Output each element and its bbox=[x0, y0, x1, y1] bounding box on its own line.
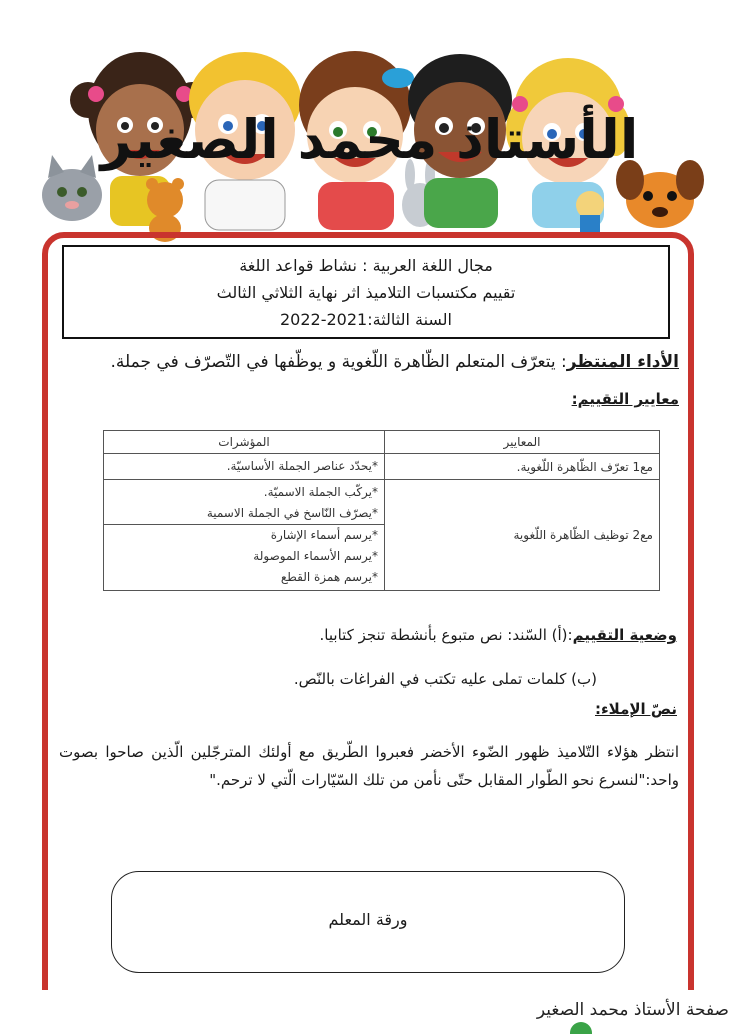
performance-text: : يتعرّف المتعلم الظّاهرة اللّغوية و يوظّفها في التّصرّف في جملة. bbox=[110, 352, 567, 372]
situation-label: وضعية التقييم bbox=[572, 626, 677, 644]
criterion-2: مع2 توظيف الظّاهرة اللّغوية bbox=[385, 480, 660, 591]
dictation-heading: نصّ الإملاء: bbox=[595, 700, 677, 718]
criteria-heading: معايير التقييم: bbox=[571, 390, 679, 408]
criteria-table bbox=[103, 430, 660, 591]
indicator-item: *يصرّف النّاسخ في الجملة الاسمية bbox=[104, 503, 384, 525]
indicator-item: *يرسم الأسماء الموصولة bbox=[253, 549, 378, 563]
table-row bbox=[104, 454, 660, 480]
situation-line-2: (ب) كلمات تملى عليه تكتب في الفراغات بالنّص. bbox=[293, 670, 597, 688]
indicators-2 bbox=[104, 480, 385, 591]
expected-performance bbox=[39, 352, 679, 372]
header-criteria: المعايير bbox=[385, 431, 660, 454]
criterion-1: مع1 تعرّف الظّاهرة اللّغوية. bbox=[385, 454, 660, 480]
info-box bbox=[62, 245, 670, 339]
indicator-item: *يرسم همزة القطع bbox=[280, 570, 378, 584]
table-header-row bbox=[104, 431, 660, 454]
doll-illustration bbox=[576, 191, 604, 235]
indicator-1: *يحدّد عناصر الجملة الأساسيّة. bbox=[104, 454, 385, 480]
performance-label: الأداء المنتظر bbox=[566, 352, 679, 372]
situation-line-1 bbox=[320, 626, 677, 644]
dictation-text: انتظر هؤلاء التّلاميذ ظهور الضّوء الأخضر فعبروا الطّريق مع أولئك المترجّلين الّذين صاحوا بصوت واحد:"لنسرع نحو الطّوار المقابل حتّى نأمن من تلك السّيّارات الّتي لا ترحم." bbox=[59, 743, 679, 789]
year-line: السنة الثالثة:2021-2022 bbox=[280, 310, 452, 329]
page-title: الأستاذ محمد الصغير bbox=[100, 108, 639, 171]
table-row bbox=[104, 480, 660, 591]
indicator-item: *يرسم أسماء الإشارة bbox=[270, 528, 378, 542]
indicator-item: *يركّب الجملة الاسميّة. bbox=[263, 485, 378, 499]
teacher-sheet-box: ورقة المعلم bbox=[111, 871, 625, 973]
footer-text: صفحة الأستاذ محمد الصغير bbox=[536, 1000, 729, 1020]
situation-text-a: :(أ) السّند: نص متبوع بأنشطة تنجز كتابيا. bbox=[319, 626, 573, 644]
header-indicators: المؤشرات bbox=[104, 431, 385, 454]
assessment-line: تقييم مكتسبات التلاميذ اثر نهاية الثلاثي الثالث bbox=[216, 283, 516, 302]
subject-line: مجال اللغة العربية : نشاط قواعد اللغة bbox=[239, 256, 493, 275]
